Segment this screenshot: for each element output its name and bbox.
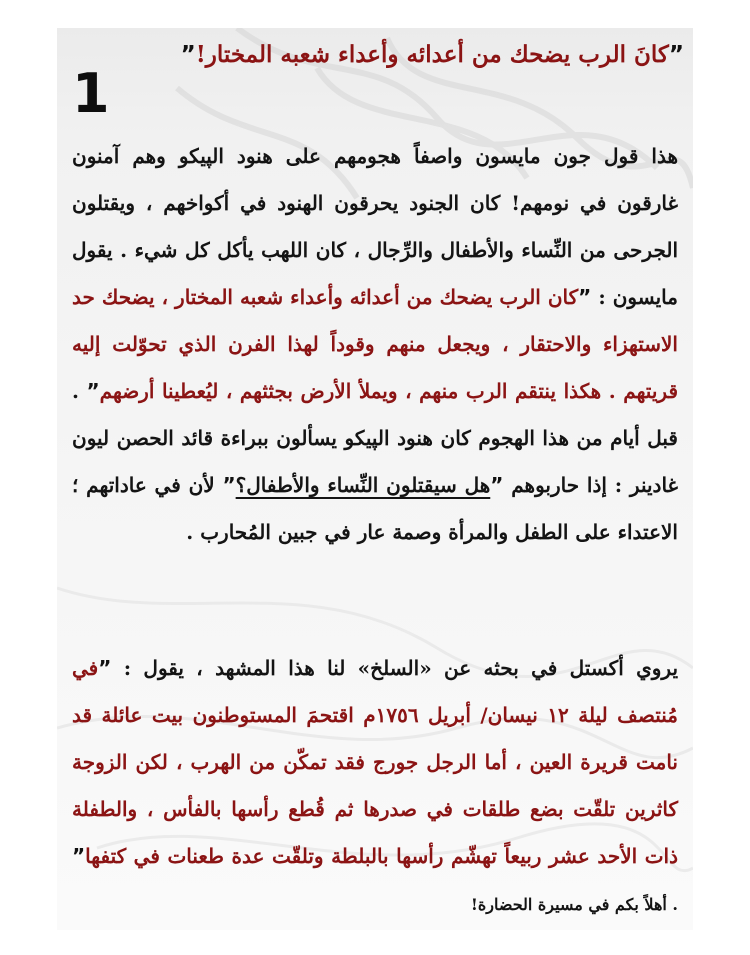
paragraph-1-ending: لأن في عاداتهم ؛ الاعتداء على الطفل والمرأة وصمة عار في جبين المُحارب .	[72, 473, 678, 544]
quote-3-text: في مُنتصف ليلة ١٢ نيسان/ أبريل ١٧٥٦م اقتحمَ المستوطنون بيت عائلة قد نامت قريرة العين ، أما الرجل جورج فقد تمكّن من الهرب ، لكن الزوجة كاثرين تلقّت بضع طلقات في صدرها ثم قُطع رأسها بالفأس ، والطفلة ذات الأحد عشر ربيعاً تهشّم رأسها بالبلطة وتلقّت عدة طعنات في كتفها	[72, 656, 679, 868]
quote-1-close-mark: ”	[78, 379, 100, 403]
paragraph-1	[72, 133, 678, 556]
quote-1-open-mark: ”	[578, 285, 599, 309]
closing-remark: . أهلاً بكم في مسيرة الحضارة!	[470, 895, 678, 914]
paragraph-2-intro: يروي أكستل في بحثه عن «السلخ» لنا هذا المشهد ، يقول :	[123, 656, 679, 680]
page-number: 1	[72, 62, 110, 125]
title-close-quote: ”	[180, 42, 196, 68]
page-title	[164, 32, 684, 78]
title-open-quote: ”	[668, 42, 684, 68]
paragraph-1-intro: هذا قول جون مايسون واصفاً هجومهم على هنود الپيكو وهم آمنون غارقون في نومهم! كان الجنود يحرقون الهنود في أكواخهم ، ويقتلون الجرحى من النِّساء والأطفال والرِّجال ، كان اللهب يأكل كل شيء . يقول مايسون :	[72, 144, 678, 309]
quote-2-open-mark: ”	[490, 473, 512, 497]
quote-3-close-mark: ”	[72, 844, 86, 868]
quote-2-close-mark: ”	[214, 473, 236, 497]
quote-2-text: هل سيقتلون النِّساء والأطفال؟	[235, 473, 491, 497]
quote-1-text: كان الرب يضحك من أعدائه وأعداء شعبه المختار ، يضحك حد الاستهزاء والاحتقار ، ويجعل منهم وقوداً لهذا الفرن الذي تحوّلت إليه قريتهم . هكذا ينتقم الرب منهم ، ويملأ الأرض بجثثهم ، ليُعطينا أرضهم	[72, 285, 679, 403]
paragraph-1-middle: . قبل أيام من هذا الهجوم كان هنود الپيكو يسألون ببراءة قائد الحصن ليون غادينر : إذا حاربوهم	[72, 379, 679, 497]
quote-3-open-mark: ”	[98, 656, 124, 680]
paragraph-2	[72, 645, 678, 928]
title-text: كانَ الرب يضحك من أعدائه وأعداء شعبه المختار!	[195, 41, 669, 68]
